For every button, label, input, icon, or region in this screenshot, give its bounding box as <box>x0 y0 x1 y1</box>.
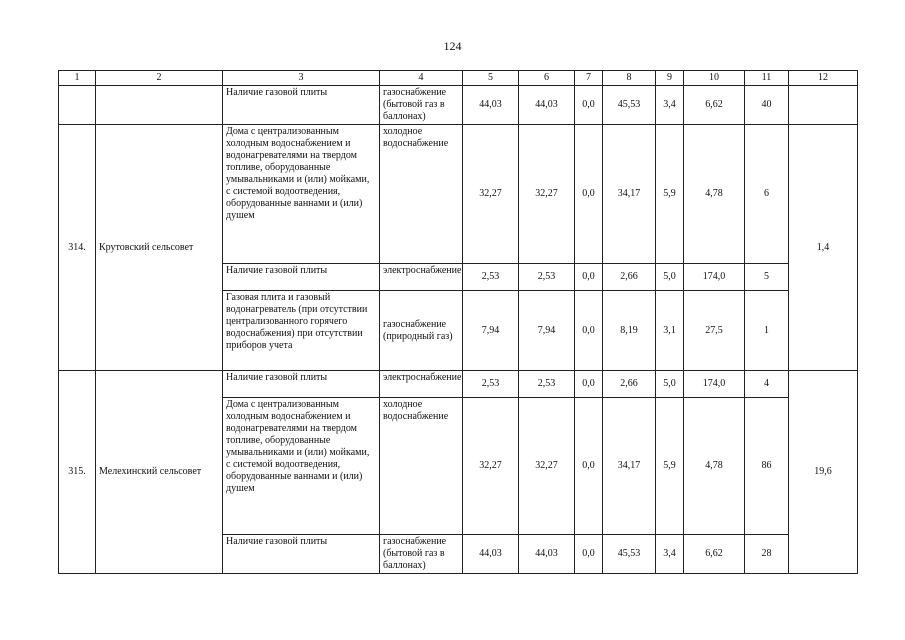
value-cell: 6,62 <box>684 86 745 125</box>
condition-cell: Наличие газовой плиты <box>223 535 380 574</box>
value-cell: 27,5 <box>684 291 745 371</box>
value-cell: 0,0 <box>575 398 603 535</box>
header-cell: 10 <box>684 71 745 86</box>
header-row <box>59 71 858 86</box>
value-cell: 8,19 <box>603 291 656 371</box>
header-cell: 5 <box>463 71 519 86</box>
value-cell: 45,53 <box>603 535 656 574</box>
value-cell: 32,27 <box>519 125 575 264</box>
value-cell: 0,0 <box>575 86 603 125</box>
value-cell: 34,17 <box>603 125 656 264</box>
condition-cell: Газовая плита и газовый водонагреватель (при отсутствии централизованного горячего водоснабжения) при отсутствии приборов учета <box>223 291 380 371</box>
utility-cell: холодное водоснабжение <box>380 125 463 264</box>
condition-cell: Наличие газовой плиты <box>223 86 380 125</box>
header-cell: 8 <box>603 71 656 86</box>
value-cell: 4,78 <box>684 125 745 264</box>
value-cell: 0,0 <box>575 371 603 398</box>
header-cell: 1 <box>59 71 96 86</box>
row-number-cell: 315. <box>59 371 96 574</box>
value-cell: 4,78 <box>684 398 745 535</box>
value-cell: 32,27 <box>519 398 575 535</box>
value-cell <box>789 86 858 125</box>
value-cell: 2,53 <box>463 371 519 398</box>
value-cell: 2,53 <box>463 264 519 291</box>
row-number-cell <box>59 86 96 125</box>
value-cell: 174,0 <box>684 264 745 291</box>
header-cell: 11 <box>745 71 789 86</box>
utility-cell: газоснабжение (бытовой газ в баллонах) <box>380 535 463 574</box>
settlement-cell: Мелехинский сельсовет <box>96 371 223 574</box>
value-cell: 45,53 <box>603 86 656 125</box>
value-cell: 6 <box>745 125 789 264</box>
value-cell: 2,53 <box>519 371 575 398</box>
value-cell: 5,9 <box>656 125 684 264</box>
header-cell: 12 <box>789 71 858 86</box>
value-cell: 44,03 <box>463 535 519 574</box>
value-cell: 5,0 <box>656 264 684 291</box>
table-row <box>59 371 858 398</box>
value-cell: 86 <box>745 398 789 535</box>
total-cell: 1,4 <box>789 125 858 371</box>
utility-cell: электроснабжение <box>380 371 463 398</box>
value-cell: 3,1 <box>656 291 684 371</box>
table-row <box>59 125 858 264</box>
value-cell: 7,94 <box>463 291 519 371</box>
condition-cell: Дома с централизованным холодным водоснабжением и водонагревателями на твердом топливе, оборудованные умывальниками и (или) мойками, с системой водоотведения, оборудованные ваннами и (или) душем <box>223 125 380 264</box>
utility-cell: электроснабжение <box>380 264 463 291</box>
value-cell: 3,4 <box>656 86 684 125</box>
value-cell: 44,03 <box>463 86 519 125</box>
value-cell: 7,94 <box>519 291 575 371</box>
condition-cell: Дома с централизованным холодным водоснабжением и водонагревателями на твердом топливе, оборудованные умывальниками и (или) мойками, с системой водоотведения, оборудованные ваннами и (или) душем <box>223 398 380 535</box>
value-cell: 174,0 <box>684 371 745 398</box>
header-cell: 4 <box>380 71 463 86</box>
value-cell: 34,17 <box>603 398 656 535</box>
value-cell: 3,4 <box>656 535 684 574</box>
value-cell: 28 <box>745 535 789 574</box>
value-cell: 44,03 <box>519 86 575 125</box>
value-cell: 2,66 <box>603 371 656 398</box>
value-cell: 5,0 <box>656 371 684 398</box>
page-number: 124 <box>443 39 462 53</box>
condition-cell: Наличие газовой плиты <box>223 264 380 291</box>
row-number-cell: 314. <box>59 125 96 371</box>
value-cell: 5 <box>745 264 789 291</box>
header-cell: 7 <box>575 71 603 86</box>
value-cell: 2,53 <box>519 264 575 291</box>
tariff-table <box>58 70 858 574</box>
value-cell: 0,0 <box>575 264 603 291</box>
value-cell: 5,9 <box>656 398 684 535</box>
value-cell: 4 <box>745 371 789 398</box>
header-cell: 3 <box>223 71 380 86</box>
value-cell: 1 <box>745 291 789 371</box>
utility-cell: холодное водоснабжение <box>380 398 463 535</box>
value-cell: 0,0 <box>575 291 603 371</box>
settlement-cell: Крутовский сельсовет <box>96 125 223 371</box>
value-cell: 2,66 <box>603 264 656 291</box>
value-cell: 32,27 <box>463 398 519 535</box>
condition-cell: Наличие газовой плиты <box>223 371 380 398</box>
utility-cell: газоснабжение (бытовой газ в баллонах) <box>380 86 463 125</box>
value-cell: 0,0 <box>575 125 603 264</box>
table-row <box>59 86 858 125</box>
value-cell: 32,27 <box>463 125 519 264</box>
value-cell: 44,03 <box>519 535 575 574</box>
utility-cell: газоснабжение (природный газ) <box>380 291 463 371</box>
value-cell: 0,0 <box>575 535 603 574</box>
value-cell: 40 <box>745 86 789 125</box>
header-cell: 9 <box>656 71 684 86</box>
settlement-cell <box>96 86 223 125</box>
total-cell: 19,6 <box>789 371 858 574</box>
header-cell: 2 <box>96 71 223 86</box>
value-cell: 6,62 <box>684 535 745 574</box>
header-cell: 6 <box>519 71 575 86</box>
